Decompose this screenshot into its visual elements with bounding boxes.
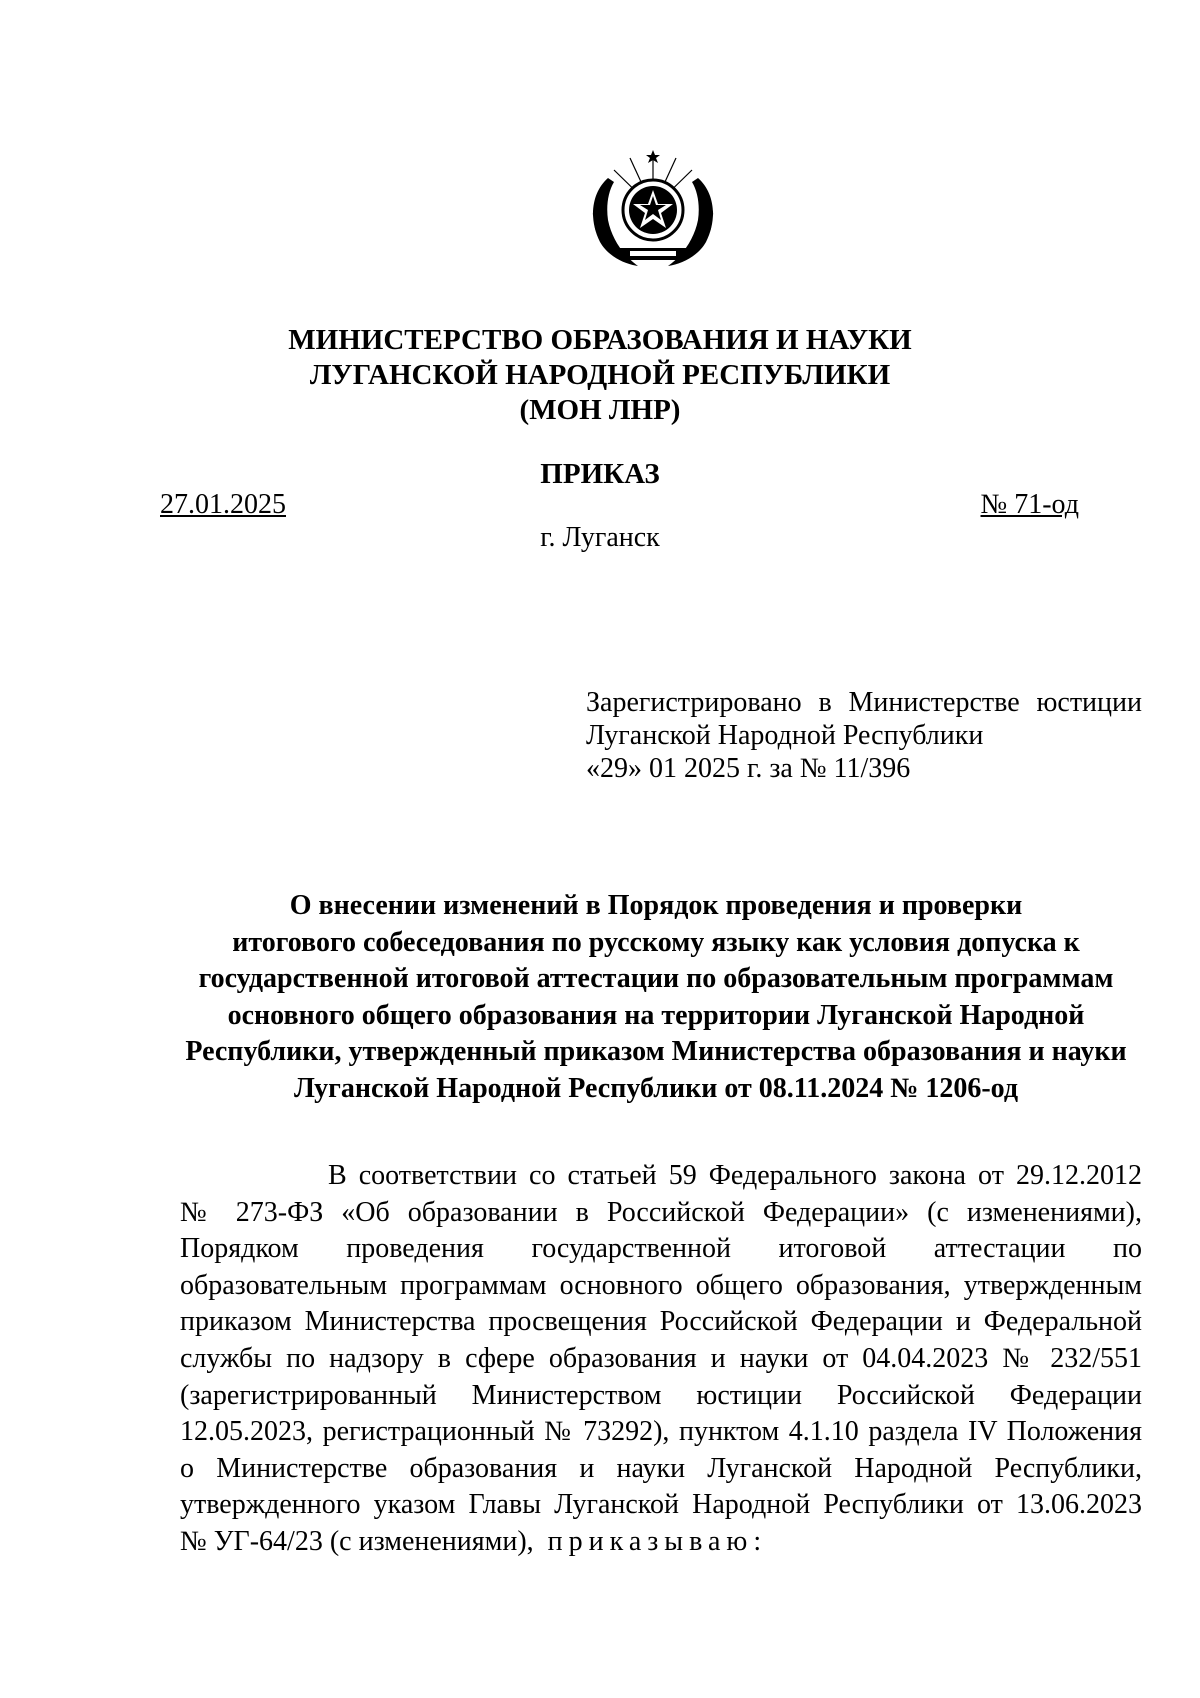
subject-line: итогового собеседования по русскому языку как условия допуска к [232, 926, 1080, 958]
order-date: 27.01.2025 [160, 489, 286, 520]
ministry-abbreviation: (МОН ЛНР) [519, 394, 681, 426]
registration-stamp [586, 686, 1142, 785]
body-line: образовательным программам основного общего образования, утвержденным [180, 1269, 1142, 1301]
body-line: службы по надзору в сфере образования и науки от 04.04.2023 № 232/551 [180, 1342, 1142, 1374]
subject-line: основного общего образования на территории Луганской Народной [227, 999, 1085, 1031]
subject-line: Луганской Народной Республики от 08.11.2024 № 1206-од [293, 1072, 1019, 1104]
subject-line: О внесении изменений в Порядок проведения и проверки [289, 890, 1023, 921]
body-line: (зарегистрированный Министерством юстиции Российской Федерации [180, 1379, 1142, 1411]
subject-line: Республики, утвержденный приказом Министерства образования и науки [185, 1036, 1127, 1067]
order-directive-word: приказываю: [547, 1525, 768, 1557]
registration-line-3: «29» 01 2025 г. за № 11/396 [586, 753, 911, 784]
document-type-title: ПРИКАЗ [540, 458, 660, 490]
body-line: утвержденного указом Главы Луганской Народной Республики от 13.06.2023 [180, 1489, 1142, 1521]
preamble-paragraph [180, 1158, 1142, 1561]
ministry-name-line-2: ЛУГАНСКОЙ НАРОДНОЙ РЕСПУБЛИКИ [309, 359, 891, 391]
body-line: № 273-ФЗ «Об образовании в Российской Федерации» (с изменениями), [180, 1196, 1142, 1228]
registration-line-1: Зарегистрировано в Министерстве юстиции [586, 687, 1142, 718]
order-subject [170, 888, 1142, 1107]
order-city: г. Луганск [540, 522, 660, 553]
body-line: 12.05.2023, регистрационный № 73292), пунктом 4.1.10 раздела IV Положения [180, 1416, 1142, 1448]
body-line: о Министерстве образования и науки Луганской Народной Республики, [180, 1452, 1142, 1484]
ministry-header [0, 323, 1200, 428]
ministry-name-line-1: МИНИСТЕРСТВО ОБРАЗОВАНИЯ И НАУКИ [288, 324, 912, 356]
body-line: приказом Министерства просвещения Российской Федерации и Федеральной [180, 1306, 1142, 1338]
body-line: Порядком проведения государственной итоговой аттестации по [180, 1233, 1142, 1265]
subject-line: государственной итоговой аттестации по образовательным программам [198, 963, 1114, 994]
body-line: № УГ-64/23 (с изменениями), [180, 1525, 534, 1557]
body-last-line [180, 1524, 1142, 1561]
body-line: В соответствии со статьей 59 Федерального закона от 29.12.2012 [328, 1160, 1142, 1191]
coat-of-arms-emblem [578, 148, 728, 272]
registration-line-2: Луганской Народной Республики [586, 720, 984, 751]
order-number: № 71-од [980, 489, 1079, 520]
